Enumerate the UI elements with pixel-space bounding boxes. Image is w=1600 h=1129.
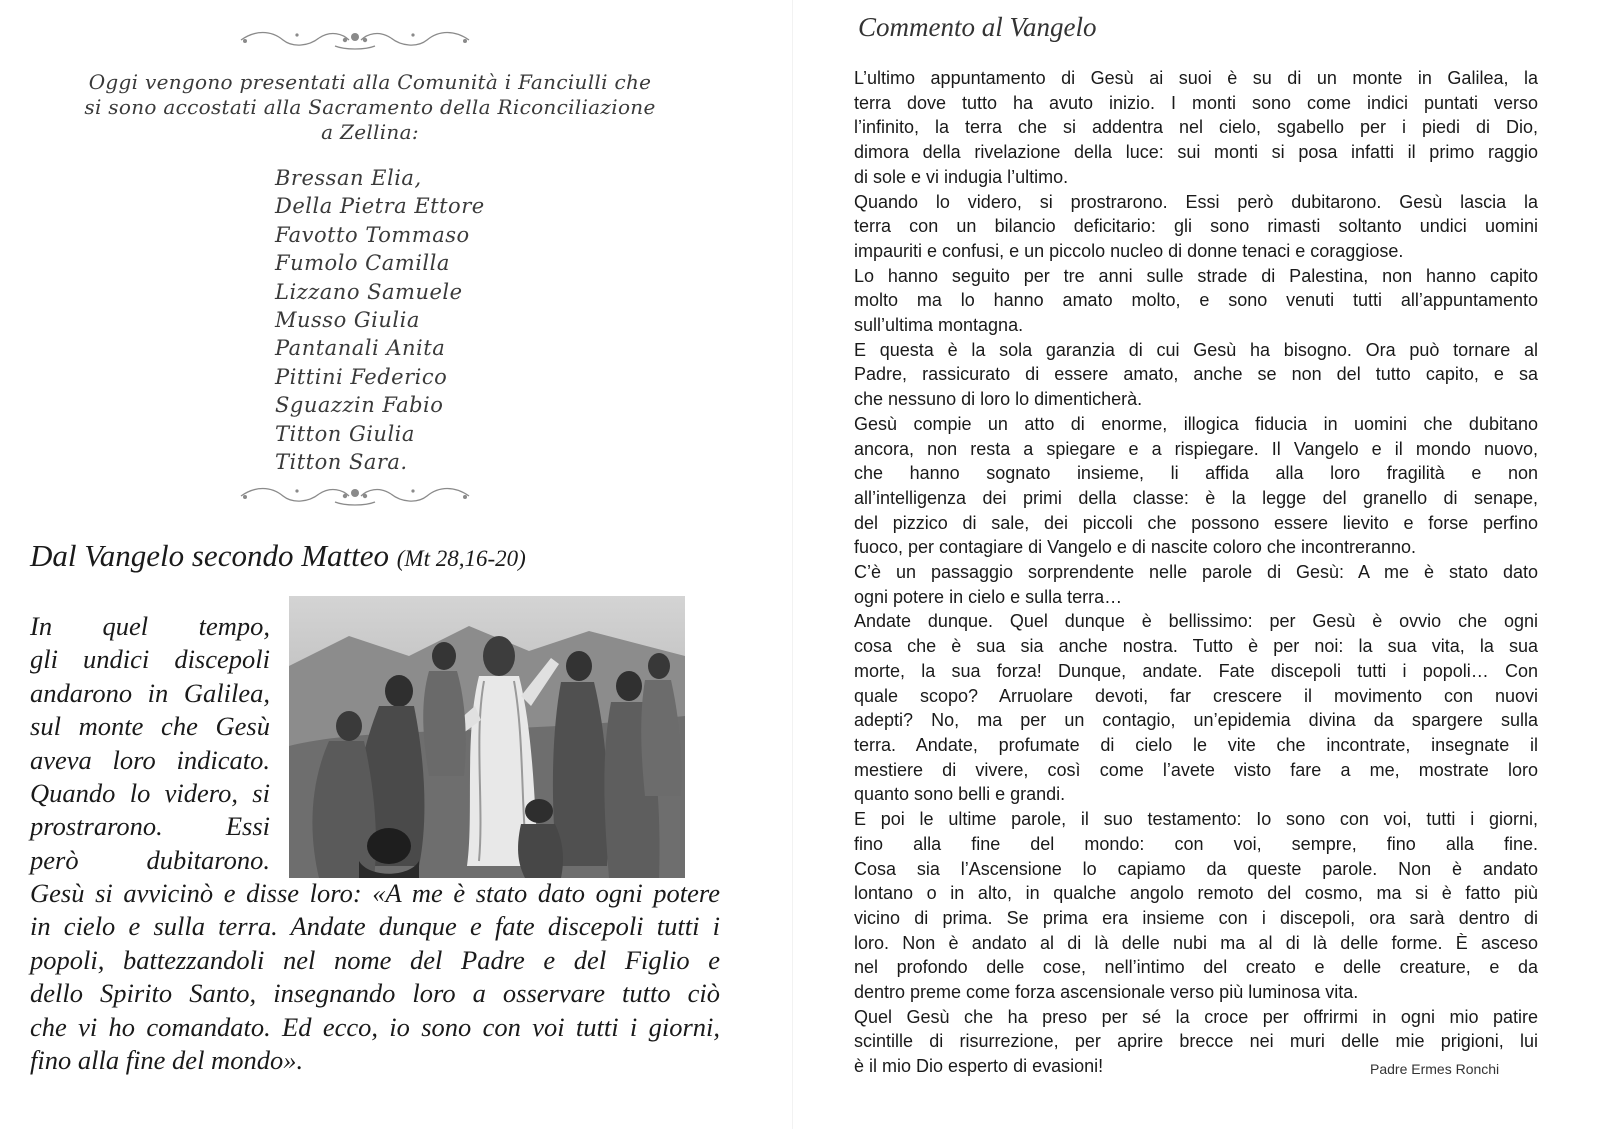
comment-line: C’è un passaggio sorprendente nelle parole di Gesù: A me è stato dato [854,562,1538,583]
gospel-line: dello Spirito Santo, insegnando loro a osservare tutto ciò [30,978,720,1009]
gospel-line: però dubitarono. [30,844,270,875]
intro-line: si sono accostati alla Sacramento della Riconciliazione [84,95,656,119]
comment-line: che hanno sognato insieme, li affida alla loro fragilità e non [854,463,1538,484]
name-item: Fumolo Camilla [275,251,450,276]
gospel-text-full [30,877,720,1077]
intro-text [60,70,680,145]
comment-line: all’intelligenza dei primi della classe: è la legge del granello di senape, [854,487,1538,508]
intro-line: a Zellina: [321,120,419,144]
gospel-line: In quel tempo, [30,611,270,641]
comment-line: che nessuno di loro lo dimenticherà. [854,389,1143,410]
comment-line: L’ultimo appuntamento di Gesù ai suoi è su di un monte in Galilea, la [854,68,1538,88]
ornament-flourish-icon [235,484,475,506]
comment-line: nel profondo delle cose, nell’intimo del creato e delle creature, e da [854,957,1538,978]
gospel-text-column [30,610,270,877]
comment-line: quanto sono belli e grandi. [854,784,1066,805]
name-item: Titton Giulia [275,421,415,446]
comment-line: Padre, rassicurato di essere amato, anche se non del tutto capito, e sa [854,364,1538,385]
comment-line: vicino di prima. Se prima era insieme con i discepoli, ora sarà dentro di [854,907,1538,928]
comment-line: Lo hanno seguito per tre anni sulle strade di Palestina, non hanno capito [854,265,1538,286]
gospel-line: prostrarono. Essi [30,811,270,842]
comment-line: adepti? No, ma per un contagio, un’epidemia divina da spargere sulla [854,710,1538,731]
comment-line: mestiere di vivere, così come l’avete visto fare a me, mostrate loro [854,759,1538,780]
name-item: Favotto Tommaso [275,222,470,247]
comment-line: lontano o in alto, in qualche angolo remoto del cosmo, ma si è fatto più [854,883,1538,904]
comment-line: fino alla fine del mondo: con voi, sempre, fino alla fine. [854,833,1538,854]
comment-title: Commento al Vangelo [858,12,1097,42]
name-item: Titton Sara. [275,450,408,475]
comment-line: ogni potere in cielo e sulla terra… [854,586,1123,607]
comment-line: sull’ultima montagna. [854,315,1024,336]
comment-line: Andate dunque. Quel dunque è bellissimo: per Gesù è ovvio che ogni [854,611,1538,632]
comment-line: quale scopo? Arruolare devoti, far crescere il movimento con nuovi [854,685,1538,706]
comment-line: Cosa sia l’Ascensione lo capiamo da queste parole. Non è andato [854,858,1538,879]
comment-line: molto ma lo hanno amato molto, e sono venuti tutti all’appuntamento [854,290,1538,311]
comment-line: terra con un bilancio deficitario: gli sono rimasti soltanto undici uomini [854,216,1538,237]
name-item: Lizzano Samuele [275,279,463,304]
comment-line: Gesù compie un atto di enorme, illogica fiducia in uomini che dubitano [854,413,1538,434]
comment-line: Quel Gesù che ha preso per sé la croce per offrirmi in ogni mio patire [854,1006,1538,1027]
comment-line: loro. Non è andato al di là delle nubi ma al di là delle forme. È asceso [854,932,1538,953]
gospel-line: andarono in Galilea, [30,677,270,708]
comment-line: terra. Andate, profumate di cielo le vite che incontrate, insegnate il [854,734,1538,755]
gospel-line: Gesù si avvicinò e disse loro: «A me è stato dato ogni potere [30,878,720,908]
comment-line: terra dove tutto ha avuto inizio. I monti sono come indici puntati verso [854,92,1538,113]
signature: Padre Ermes Ronchi [1370,1061,1500,1077]
ornament-flourish-icon [235,28,475,50]
comment-line: dimora della rivelazione della luce: sui monti si posa infatti il primo raggio [854,142,1538,163]
comment-line: è il mio Dio esperto di evasioni! [854,1056,1104,1077]
comment-line: scintille di risurrezione, per aprire brecce nei muri delle mie prigioni, lui [854,1031,1538,1052]
name-item: Sguazzin Fabio [275,393,444,418]
comment-line: fuoco, per contagiare di Vangelo e di nascite coloro che incontreranno. [854,537,1417,558]
gospel-line: Quando lo videro, si [30,778,270,809]
names-list [275,164,575,476]
name-item: Pittini Federico [275,364,448,389]
comment-line: impauriti e confusi, e un piccolo nucleo di donne tenaci e coraggiose. [854,240,1404,261]
name-item: Bressan Elia, [275,166,422,190]
comment-line: E questa è la sola garanzia di cui Gesù ha bisogno. Ora può tornare al [854,339,1538,360]
left-page [0,0,780,1129]
comment-line: ancora, non resta a spiegare e a rispiegare. Il Vangelo e il mondo nuovo, [854,438,1538,459]
name-item: Pantanali Anita [275,336,446,361]
comment-line: E poi le ultime parole, il suo testamento: Io sono con voi, tutti i giorni, [854,809,1538,830]
gospel-title [30,538,770,574]
gospel-line: sul monte che Gesù [30,711,270,742]
comment-body [854,66,1538,1079]
gospel-line: popoli, battezzandoli nel nome del Padre e del Figlio e [30,944,720,975]
gospel-line: aveva loro indicato. [30,744,270,775]
right-page [800,0,1600,1129]
comment-line: cosa che è sua sia anche nostra. Tutto è per noi: la sua vita, la sua [854,636,1538,657]
gospel-line: che vi ho comandato. Ed ecco, io sono con voi tutti i giorni, [30,1011,720,1042]
jesus-disciples-engraving [289,596,685,878]
name-item: Della Pietra Ettore [275,194,485,219]
comment-line: l’infinito, la terra che si addentra nel cielo, sgabello per i piedi di Dio, [854,117,1538,138]
gospel-title-text: Dal Vangelo secondo Matteo [30,538,390,573]
comment-line: Quando lo videro, si prostrarono. Essi però dubitarono. Gesù lascia la [854,191,1538,212]
name-item: Musso Giulia [275,308,420,333]
gospel-line: gli undici discepoli [30,644,270,675]
comment-line: del pizzico di sale, dei piccoli che possono essere lievito e forse perfino [854,512,1538,533]
comment-line: morte, la sua forza! Dunque, andate. Fate discepoli tutti i popoli… Con [854,660,1538,681]
page-fold [792,0,793,1129]
comment-line: dentro preme come forza ascensionale verso più luminosa vita. [854,982,1359,1003]
gospel-reference: (Mt 28,16-20) [396,546,526,571]
intro-line: Oggi vengono presentati alla Comunità i Fanciulli che [88,70,652,94]
comment-line: di sole e vi indugia l’ultimo. [854,166,1069,187]
gospel-line: in cielo e sulla terra. Andate dunque e fate discepoli tutti i [30,911,720,942]
gospel-line: fino alla fine del mondo». [30,1045,304,1076]
